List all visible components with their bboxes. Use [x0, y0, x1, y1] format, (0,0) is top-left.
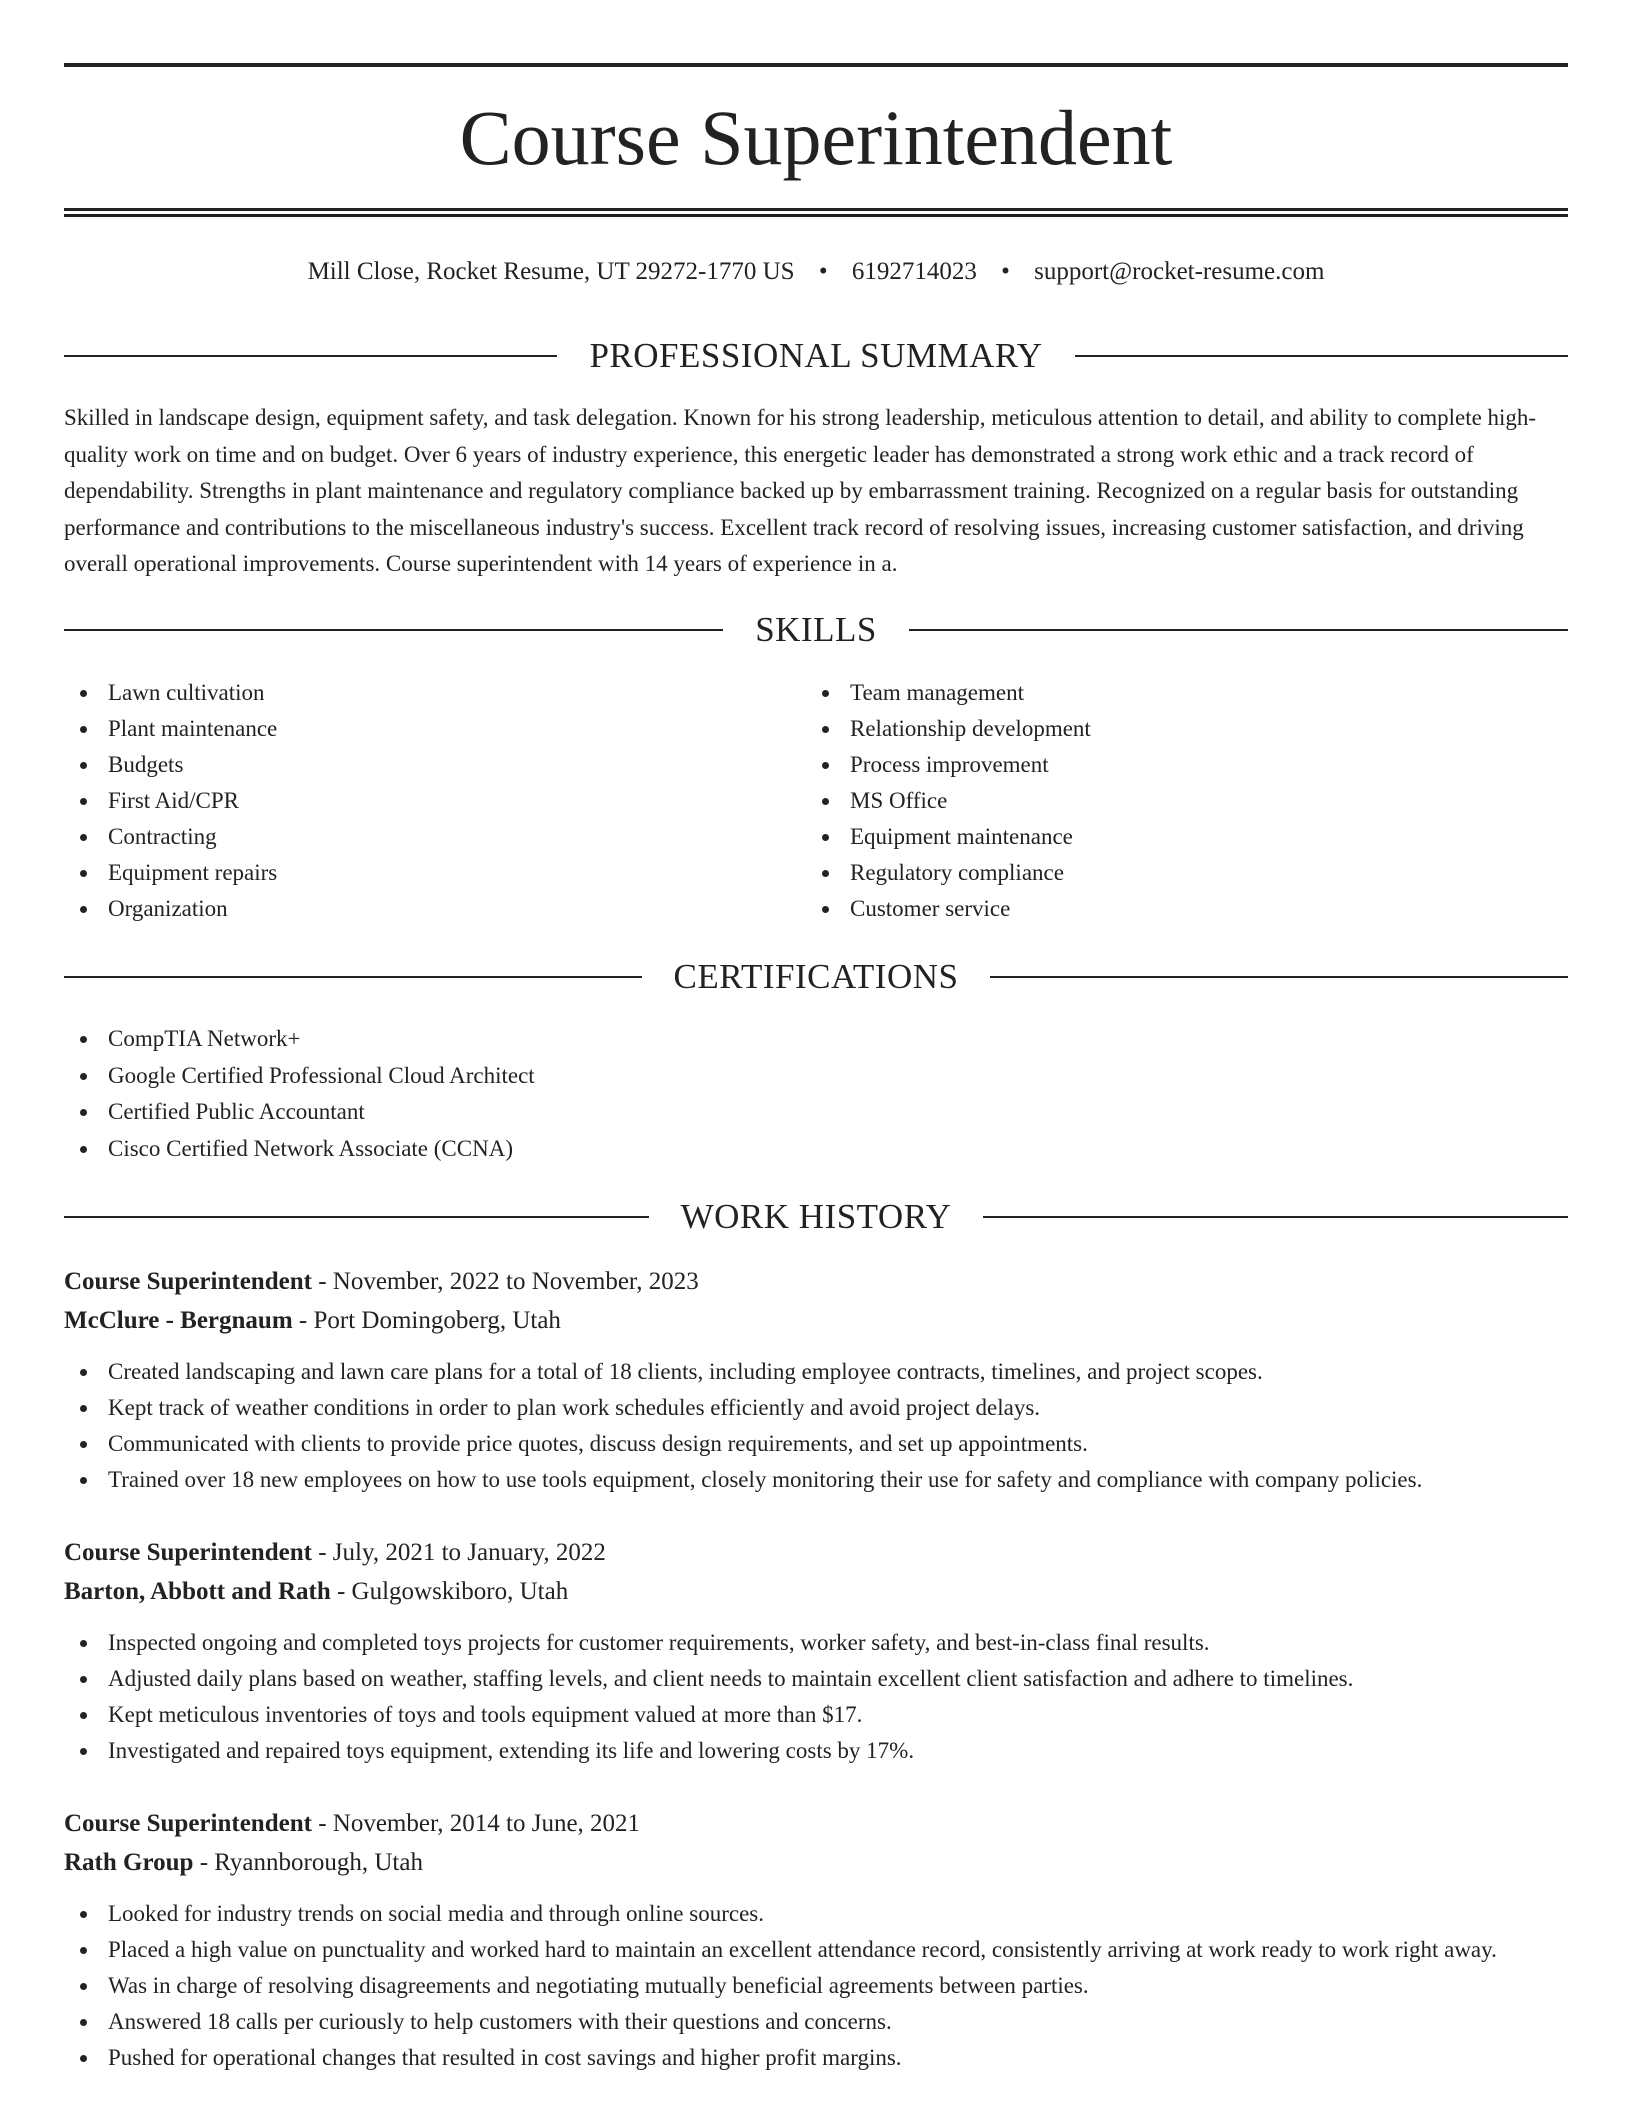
section-heading-label: SKILLS	[755, 610, 877, 649]
skill-item: Lawn cultivation	[64, 675, 764, 711]
job-dates: - November, 2022 to November, 2023	[311, 1268, 699, 1295]
job-location: - Ryannborough, Utah	[193, 1849, 423, 1876]
job-company: Rath Group	[64, 1849, 194, 1876]
summary-text: Skilled in landscape design, equipment safety, and task delegation. Known for his strong leadership, meticulous attention to detail, and ability to complete high-quality work on time and on budget. Over 6 years of industry experience, this energetic leader has demonstrated a strong work ethic and a track record of dependability. Strengths in plant maintenance and regulatory compliance backed up by embarrassment training. Recognized on a regular basis for outstanding performance and contributions to the miscellaneous industry's success. Excellent track record of resolving issues, increasing customer satisfaction, and driving overall operational improvements. Course superintendent with 14 years of experience in a.	[64, 405, 1537, 576]
job-location: - Gulgowskiboro, Utah	[330, 1578, 569, 1605]
job-bullet: Pushed for operational changes that resulted in cost savings and higher profit margins.	[64, 2040, 1568, 2076]
skill-item: Regulatory compliance	[806, 855, 1506, 891]
job-bullet: Created landscaping and lawn care plans for a total of 18 clients, including employee contracts, timelines, and project scopes.	[64, 1354, 1568, 1390]
section-heading-label: PROFESSIONAL SUMMARY	[589, 336, 1043, 375]
job-bullet: Adjusted daily plans based on weather, staffing levels, and client needs to maintain excellent client satisfaction and adhere to timelines.	[64, 1661, 1568, 1697]
contact-separator: •	[1001, 258, 1010, 285]
certifications-list	[64, 1021, 1568, 1167]
section-rule-left	[64, 1216, 649, 1218]
skills-list-left	[64, 675, 764, 927]
job-entry	[64, 1804, 1568, 2076]
job-company: McClure - Bergnaum	[64, 1307, 293, 1334]
section-heading-skills	[64, 608, 1568, 652]
section-rule-right	[983, 1216, 1568, 1218]
job-bullet: Inspected ongoing and completed toys projects for customer requirements, worker safety, and best-in-class final results.	[64, 1625, 1568, 1661]
certification-item: Google Certified Professional Cloud Architect	[64, 1058, 1568, 1095]
job-bullet: Was in charge of resolving disagreements and negotiating mutually beneficial agreements between parties.	[64, 1968, 1568, 2004]
skill-item: Equipment repairs	[64, 855, 764, 891]
section-rule-left	[64, 976, 642, 978]
skill-item: Organization	[64, 891, 764, 927]
contact-email: support@rocket-resume.com	[1034, 258, 1325, 285]
skill-item: Relationship development	[806, 711, 1506, 747]
skill-item: MS Office	[806, 783, 1506, 819]
job-bullets	[64, 1354, 1568, 1498]
job-dates: - July, 2021 to January, 2022	[311, 1539, 606, 1566]
job-bullet: Communicated with clients to provide price quotes, discuss design requirements, and set up appointments.	[64, 1426, 1568, 1462]
certification-item: CompTIA Network+	[64, 1021, 1568, 1058]
contact-address: Mill Close, Rocket Resume, UT 29272-1770 US	[307, 258, 795, 285]
job-company-line	[64, 1843, 1568, 1882]
job-bullet: Placed a high value on punctuality and worked hard to maintain an excellent attendance record, consistently arriving at work ready to work right away.	[64, 1932, 1568, 1968]
job-bullet: Trained over 18 new employees on how to use tools equipment, closely monitoring their use for safety and compliance with company policies.	[64, 1462, 1568, 1498]
resume-name: Course Superintendent	[459, 94, 1173, 181]
section-heading-certifications	[64, 955, 1568, 999]
job-title-line	[64, 1533, 1568, 1572]
job-entry	[64, 1533, 1568, 1769]
skill-item: First Aid/CPR	[64, 783, 764, 819]
job-dates: - November, 2014 to June, 2021	[311, 1810, 641, 1837]
job-bullet: Kept meticulous inventories of toys and tools equipment valued at more than $17.	[64, 1697, 1568, 1733]
job-bullet: Answered 18 calls per curiously to help customers with their questions and concerns.	[64, 2004, 1568, 2040]
certification-item: Certified Public Accountant	[64, 1094, 1568, 1131]
section-heading-label: CERTIFICATIONS	[673, 957, 959, 996]
skill-item: Contracting	[64, 819, 764, 855]
skill-item: Equipment maintenance	[806, 819, 1506, 855]
section-rule-right	[909, 629, 1568, 631]
skill-item: Team management	[806, 675, 1506, 711]
job-company: Barton, Abbott and Rath	[64, 1578, 331, 1605]
header-double-rule	[64, 208, 1568, 217]
job-role: Course Superintendent	[64, 1268, 312, 1295]
section-rule-left	[64, 629, 723, 631]
header-top-rule	[64, 63, 1568, 67]
job-role: Course Superintendent	[64, 1539, 312, 1566]
job-bullet: Kept track of weather conditions in order to plan work schedules efficiently and avoid project delays.	[64, 1390, 1568, 1426]
section-rule-right	[990, 976, 1568, 978]
job-company-line	[64, 1572, 1568, 1611]
job-bullet: Looked for industry trends on social media and through online sources.	[64, 1896, 1568, 1932]
certification-item: Cisco Certified Network Associate (CCNA)	[64, 1131, 1568, 1168]
job-entry	[64, 1262, 1568, 1498]
section-rule-right	[1075, 355, 1568, 357]
section-heading-work-history	[64, 1195, 1568, 1239]
job-role: Course Superintendent	[64, 1810, 312, 1837]
section-heading-summary	[64, 334, 1568, 378]
contact-phone: 6192714023	[851, 258, 977, 285]
skills-list-right	[806, 675, 1506, 927]
job-title-line	[64, 1804, 1568, 1843]
job-location: - Port Domingoberg, Utah	[292, 1307, 561, 1334]
skill-item: Plant maintenance	[64, 711, 764, 747]
job-title-line	[64, 1262, 1568, 1301]
job-bullets	[64, 1896, 1568, 2076]
job-company-line	[64, 1301, 1568, 1340]
contact-separator: •	[818, 258, 828, 285]
section-heading-label: WORK HISTORY	[680, 1197, 952, 1236]
skill-item: Process improvement	[806, 747, 1506, 783]
job-bullet: Investigated and repaired toys equipment, extending its life and lowering costs by 17%.	[64, 1733, 1568, 1769]
section-rule-left	[64, 355, 557, 357]
contact-line	[64, 254, 1568, 290]
skill-item: Budgets	[64, 747, 764, 783]
skill-item: Customer service	[806, 891, 1506, 927]
job-bullets	[64, 1625, 1568, 1769]
